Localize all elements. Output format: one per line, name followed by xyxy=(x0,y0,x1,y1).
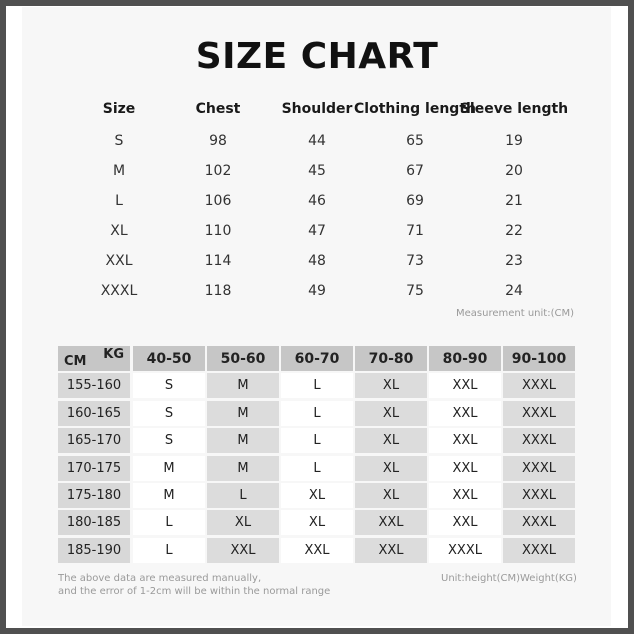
size-recommendation-cell: XL xyxy=(355,401,427,426)
height-row-header: 155-160 xyxy=(58,373,130,398)
size-recommendation-cell: L xyxy=(207,483,279,508)
size-table-cell: M xyxy=(112,163,126,179)
size-recommendation-cell: M xyxy=(207,428,279,453)
size-table-cell: 75 xyxy=(406,283,424,299)
height-row-header: 180-185 xyxy=(58,510,130,535)
size-table-cell: XXXL xyxy=(100,283,138,299)
table-corner-header xyxy=(58,346,130,371)
size-recommendation-cell: XL xyxy=(281,510,353,535)
size-table-cell: XXL xyxy=(105,253,133,269)
size-table-cell: 67 xyxy=(406,163,424,179)
size-table-header: Size xyxy=(102,101,136,117)
size-recommendation-cell: XXL xyxy=(429,456,501,481)
size-recommendation-cell: XL xyxy=(355,456,427,481)
size-table-cell: 49 xyxy=(308,283,326,299)
size-table-header: Sleeve length xyxy=(459,101,569,117)
size-table-cell: 73 xyxy=(406,253,424,269)
size-recommendation-cell: L xyxy=(133,510,205,535)
size-table-header: Clothing length xyxy=(354,101,476,117)
size-recommendation-cell: XXL xyxy=(207,538,279,563)
size-table-cell: 44 xyxy=(308,133,326,149)
size-table-cell: 23 xyxy=(505,253,523,269)
size-recommendation-cell: M xyxy=(207,401,279,426)
size-recommendation-cell: XL xyxy=(355,373,427,398)
size-recommendation-cell: XXXL xyxy=(503,483,575,508)
size-table-cell: 114 xyxy=(204,253,232,269)
page-title: SIZE CHART xyxy=(195,36,439,77)
size-table-cell: 20 xyxy=(505,163,523,179)
footer-note-line-1: The above data are measured manually, xyxy=(58,573,262,584)
size-recommendation-cell: M xyxy=(133,456,205,481)
size-recommendation-cell: M xyxy=(133,483,205,508)
height-row-header: 170-175 xyxy=(58,456,130,481)
height-unit-label: CM xyxy=(64,354,87,369)
weight-header-cell: 90-100 xyxy=(503,346,575,371)
footer-weight-unit: Weight(KG) xyxy=(520,573,577,584)
size-recommendation-cell: XXXL xyxy=(503,373,575,398)
size-recommendation-cell: L xyxy=(281,373,353,398)
size-recommendation-cell: L xyxy=(281,401,353,426)
size-recommendation-cell: XXXL xyxy=(503,510,575,535)
size-table-cell: 102 xyxy=(204,163,232,179)
size-recommendation-cell: XXXL xyxy=(429,538,501,563)
size-table-cell: 45 xyxy=(308,163,326,179)
height-row-header: 160-165 xyxy=(58,401,130,426)
height-row-header: 165-170 xyxy=(58,428,130,453)
size-recommendation-cell: XXL xyxy=(281,538,353,563)
size-table-cell: S xyxy=(114,133,124,149)
size-recommendation-cell: XL xyxy=(207,510,279,535)
weight-header-cell: 60-70 xyxy=(281,346,353,371)
size-recommendation-cell: XXL xyxy=(429,428,501,453)
size-recommendation-cell: XXXL xyxy=(503,401,575,426)
size-table-cell: 71 xyxy=(406,223,424,239)
size-table-cell: 48 xyxy=(308,253,326,269)
size-table-cell: 69 xyxy=(406,193,424,209)
size-recommendation-cell: XXXL xyxy=(503,456,575,481)
size-recommendation-cell: XL xyxy=(281,483,353,508)
footer-height-unit: Unit:height(CM) xyxy=(441,573,521,584)
size-recommendation-cell: XXL xyxy=(429,373,501,398)
size-recommendation-cell: XXL xyxy=(429,510,501,535)
weight-header-cell: 80-90 xyxy=(429,346,501,371)
weight-header-cell: 70-80 xyxy=(355,346,427,371)
size-table-cell: 110 xyxy=(204,223,232,239)
size-recommendation-cell: S xyxy=(133,373,205,398)
size-table-cell: 21 xyxy=(505,193,523,209)
size-table-cell: 22 xyxy=(505,223,523,239)
size-recommendation-cell: XXL xyxy=(429,401,501,426)
size-recommendation-cell: XXL xyxy=(429,483,501,508)
size-table-cell: 65 xyxy=(406,133,424,149)
size-table-cell: XL xyxy=(110,223,128,239)
size-recommendation-cell: XXL xyxy=(355,538,427,563)
size-table-cell: 46 xyxy=(308,193,326,209)
size-recommendation-cell: XXL xyxy=(355,510,427,535)
size-recommendation-cell: L xyxy=(281,456,353,481)
footer-note-line-2: and the error of 1-2cm will be within the normal range xyxy=(58,586,331,597)
size-recommendation-cell: M xyxy=(207,373,279,398)
size-table-cell: L xyxy=(115,193,123,209)
size-recommendation-cell: L xyxy=(281,428,353,453)
size-recommendation-cell: S xyxy=(133,428,205,453)
size-table-cell: 47 xyxy=(308,223,326,239)
size-recommendation-cell: M xyxy=(207,456,279,481)
weight-unit-label: KG xyxy=(103,347,124,362)
weight-header-cell: 40-50 xyxy=(133,346,205,371)
size-recommendation-cell: S xyxy=(133,401,205,426)
size-recommendation-cell: XL xyxy=(355,428,427,453)
size-table-header: Chest xyxy=(195,101,241,117)
size-table-header: Shoulder xyxy=(281,101,353,117)
height-row-header: 185-190 xyxy=(58,538,130,563)
size-recommendation-cell: L xyxy=(133,538,205,563)
size-table-cell: 98 xyxy=(209,133,227,149)
size-recommendation-cell: XXXL xyxy=(503,428,575,453)
size-recommendation-cell: XXXL xyxy=(503,538,575,563)
size-table-cell: 19 xyxy=(505,133,523,149)
height-row-header: 175-180 xyxy=(58,483,130,508)
measurement-unit-note: Measurement unit:(CM) xyxy=(456,308,574,319)
weight-header-cell: 50-60 xyxy=(207,346,279,371)
size-recommendation-cell: XL xyxy=(355,483,427,508)
size-table-cell: 118 xyxy=(204,283,232,299)
size-table-cell: 24 xyxy=(505,283,523,299)
size-table-cell: 106 xyxy=(204,193,232,209)
